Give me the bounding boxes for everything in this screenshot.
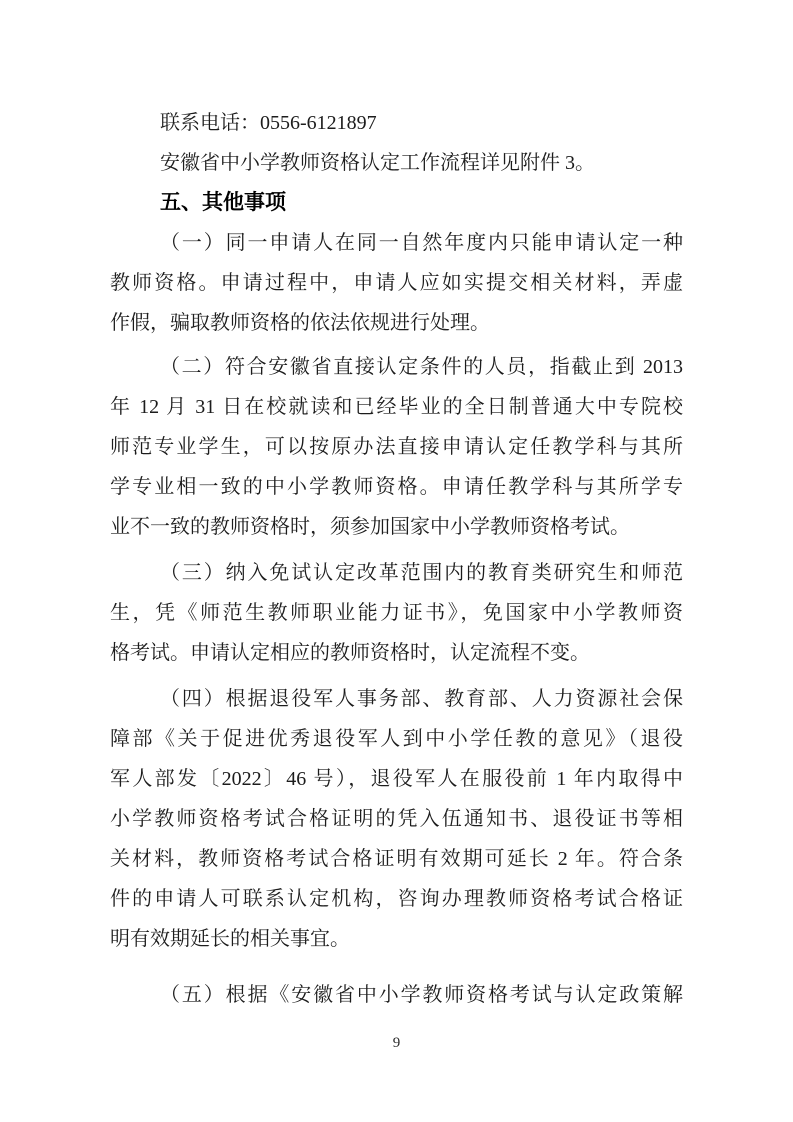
doc-line: 师范专业学生，可以按原办法直接申请认定任教学科与其所 <box>110 436 683 458</box>
contact-phone-line: 联系电话：0556-6121897 <box>160 112 377 134</box>
doc-line: 作假，骗取教师资格的依法依规进行处理。 <box>110 312 490 334</box>
doc-line: 关材料，教师资格考试合格证明有效期可延长 2 年。符合条 <box>110 848 683 870</box>
doc-line: 年 12 月 31 日在校就读和已经毕业的全日制普通大中专院校 <box>110 396 683 418</box>
paragraph-3 <box>110 553 683 673</box>
paragraph-1 <box>110 223 683 343</box>
doc-line: （三）纳入免试认定改革范围内的教育类研究生和师范 <box>160 562 683 584</box>
doc-line: 生，凭《师范生教师职业能力证书》，免国家中小学教师资 <box>110 602 683 624</box>
paragraph-4 <box>110 679 683 959</box>
doc-line: 障部《关于促进优秀退役军人到中小学任教的意见》（退役 <box>110 728 683 750</box>
doc-line: 小学教师资格考试合格证明的凭入伍通知书、退役证书等相 <box>110 808 683 830</box>
doc-line: 业不一致的教师资格时，须参加国家中小学教师资格考试。 <box>110 516 630 538</box>
doc-line: （五）根据《安徽省中小学教师资格考试与认定政策解 <box>160 984 683 1006</box>
doc-line: 件的申请人可联系认定机构，咨询办理教师资格考试合格证 <box>110 888 683 910</box>
document-body <box>110 103 683 1015</box>
doc-line: 格考试。申请认定相应的教师资格时，认定流程不变。 <box>110 642 590 664</box>
doc-line: （一）同一申请人在同一自然年度内只能申请认定一种 <box>160 232 683 254</box>
doc-line: 军人部发〔2022〕46 号），退役军人在服役前 1 年内取得中 <box>110 768 683 790</box>
workflow-note-line: 安徽省中小学教师资格认定工作流程详见附件 3。 <box>160 152 595 174</box>
doc-line: （四）根据退役军人事务部、教育部、人力资源社会保 <box>160 688 683 710</box>
section-heading: 五、其他事项 <box>160 191 286 214</box>
page-number: 9 <box>392 1035 401 1051</box>
paragraph-2 <box>110 347 683 547</box>
paragraph-5 <box>110 975 683 1015</box>
doc-line: 学专业相一致的中小学教师资格。申请任教学科与其所学专 <box>110 476 683 498</box>
doc-line: 教师资格。申请过程中，申请人应如实提交相关材料，弄虚 <box>110 272 683 294</box>
doc-line: 明有效期延长的相关事宜。 <box>110 928 350 950</box>
doc-line: （二）符合安徽省直接认定条件的人员，指截止到 2013 <box>160 356 683 378</box>
